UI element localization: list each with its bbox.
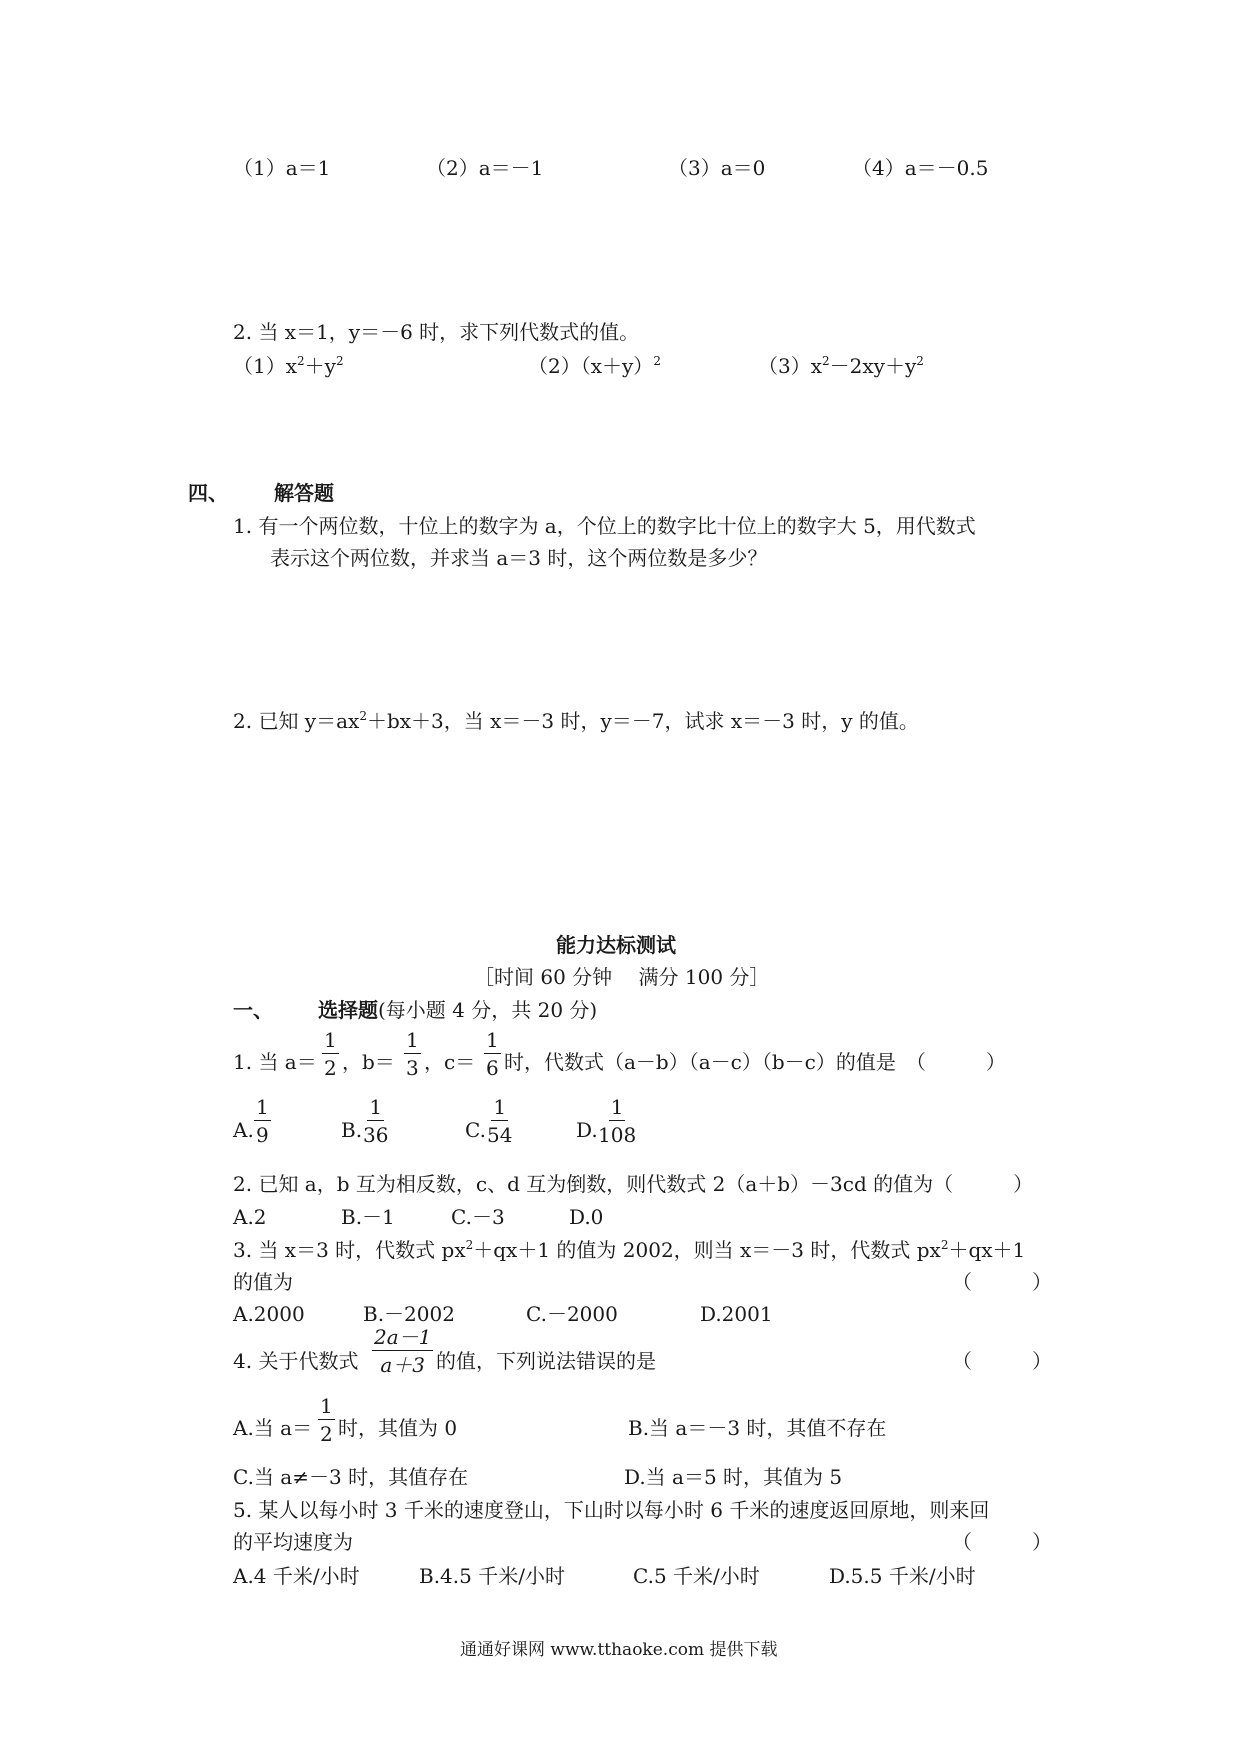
choice-d-fraction: $\frac{1}{108}$ — [598, 1095, 637, 1147]
q3-line: 的值为 — [233, 1270, 293, 1294]
section-title: 解答题 — [274, 481, 334, 505]
q5-line: 的平均速度为 — [233, 1530, 353, 1554]
choice-d: D.5.5 千米/小时 — [829, 1564, 976, 1588]
choice-a-rest: 时，其值为 0 — [338, 1416, 458, 1440]
choice-c: C.－2000 — [526, 1302, 618, 1326]
choice-a-label: A. — [233, 1118, 254, 1142]
expression-3: $(3)x^2-2xy+y^2$ — [758, 354, 924, 378]
expression-2: $(2)(x+y)^2$ — [528, 354, 661, 378]
section-number: 一、 — [233, 998, 273, 1022]
q4-fraction: $\frac{2a-1}{a+3}$ — [374, 1325, 432, 1377]
question-stem: 2. 当 x＝1，y＝－6 时，求下列代数式的值。 — [233, 320, 640, 344]
q2-stem: 2. 已知 a，b 互为相反数，c、d 互为倒数，则代数式 2（a＋b）－3cd 的值为（ ） — [233, 1172, 1034, 1196]
question-line: 1. 有一个两位数，十位上的数字为 a，个位上的数字比十位上的数字大 5，用代数式 — [233, 514, 976, 538]
choice-b: B.－2002 — [363, 1302, 455, 1326]
choice-a-fraction: $\frac{1}{2}$ — [320, 1394, 333, 1446]
option-1: （1）a＝1 — [233, 156, 331, 180]
answer-bracket: （ ） — [952, 1270, 1052, 1294]
choice-a: A.当 a＝ — [233, 1416, 313, 1440]
answer-bracket: （ ） — [952, 1349, 1052, 1373]
q4-text: 4. 关于代数式 — [233, 1349, 359, 1373]
fraction-a: $\frac{1}{2}$ — [324, 1028, 337, 1080]
option-3: （3）a＝0 — [668, 156, 766, 180]
choice-a: A.2 — [233, 1205, 267, 1229]
option-2: （2）a＝－1 — [426, 156, 544, 180]
choice-a-fraction: $\frac{1}{9}$ — [256, 1095, 269, 1147]
q4-text: 的值，下列说法错误的是 — [436, 1349, 656, 1373]
choice-b: B.当 a＝－3 时，其值不存在 — [628, 1416, 887, 1440]
test-title: 能力达标测试 — [556, 933, 676, 957]
q1-text: ，b＝ — [342, 1050, 395, 1074]
choice-a: A.2000 — [233, 1302, 305, 1326]
choice-c-fraction: $\frac{1}{54}$ — [487, 1095, 513, 1147]
section-heading: 选择题(每小题 4 分，共 20 分) — [318, 998, 598, 1022]
choice-d: D.当 a＝5 时，其值为 5 — [624, 1465, 843, 1489]
choice-b: B.－1 — [341, 1205, 395, 1229]
q3-line: 3. 当 x＝3 时，代数式 $px^2+qx+1$ 的值为 2002，则当 x＝－3 时，代数式 $px^2+qx+1$ — [233, 1238, 1026, 1262]
q1-text: 1. 当 a＝ — [233, 1050, 317, 1074]
choice-d: D.2001 — [700, 1302, 773, 1326]
choice-d: D.0 — [569, 1205, 604, 1229]
choice-b-label: B. — [341, 1118, 363, 1142]
question-line: 表示这个两位数，并求当 a＝3 时，这个两位数是多少？ — [270, 546, 768, 570]
q5-line: 5. 某人以每小时 3 千米的速度登山，下山时以每小时 6 千米的速度返回原地，则来回 — [233, 1498, 990, 1522]
test-subtitle: ［时间 60 分钟 满分 100 分］ — [474, 965, 770, 989]
expression-1: $(1)x^2+y^2$ — [233, 354, 344, 378]
footer-source: 通通好课网 www.tthaoke.com 提供下载 — [460, 1640, 778, 1660]
fraction-c: $\frac{1}{6}$ — [486, 1028, 499, 1080]
q1-text: 时，代数式（a－b）（a－c）（b－c）的值是 （ ） — [504, 1050, 1006, 1074]
question-line: 2. 已知 $y=ax^2+bx+3$，当 x＝－3 时，y＝－7，试求 x＝－3 时，y 的值。 — [233, 709, 919, 733]
choice-c: C.－3 — [451, 1205, 505, 1229]
choice-b: B.4.5 千米/小时 — [419, 1564, 565, 1588]
choice-c-label: C. — [465, 1118, 486, 1142]
fraction-b: $\frac{1}{3}$ — [406, 1028, 419, 1080]
choice-d-label: D. — [576, 1118, 598, 1142]
answer-bracket: （ ） — [952, 1530, 1052, 1554]
choice-c: C.当 a≠－3 时，其值存在 — [233, 1465, 469, 1489]
section-number: 四、 — [188, 481, 228, 505]
choice-a: A.4 千米/小时 — [233, 1564, 360, 1588]
q1-text: ，c＝ — [424, 1050, 476, 1074]
option-4: （4）a＝－0.5 — [852, 156, 989, 180]
choice-c: C.5 千米/小时 — [633, 1564, 760, 1588]
choice-b-fraction: $\frac{1}{36}$ — [363, 1095, 389, 1147]
